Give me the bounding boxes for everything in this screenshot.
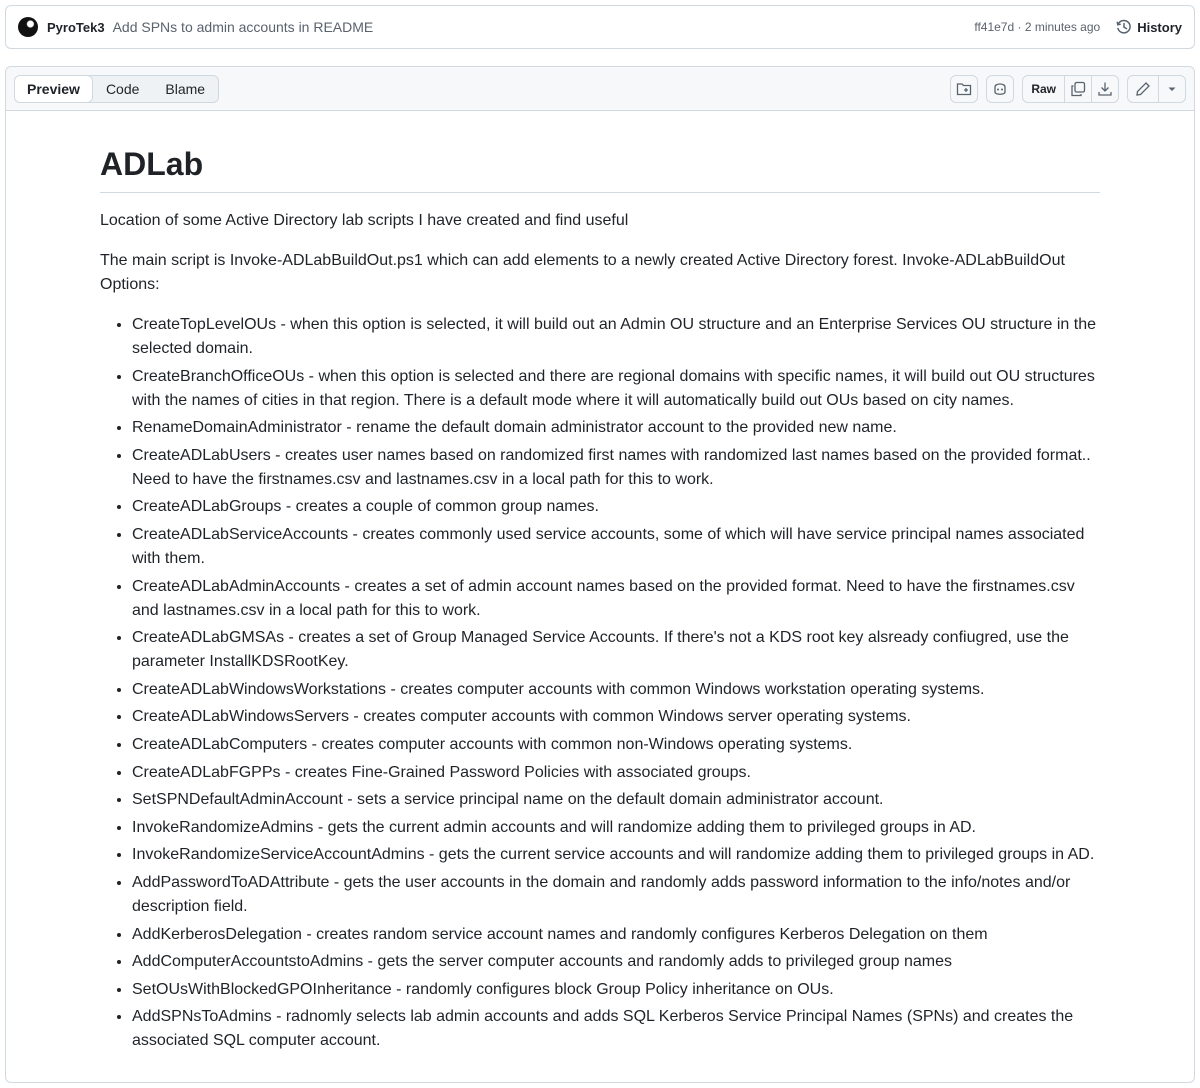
raw-button[interactable]: Raw bbox=[1031, 81, 1056, 96]
list-item: • CreateBranchOfficeOUs - when this option is selected and there are regional domains with specific names, it will build out OU structures with the names of cities in that region. There is a default mode where it will automatically build out OUs based on city names. bbox=[132, 365, 1100, 413]
list-item: • InvokeRandomizeServiceAccountAdmins - gets the current service accounts and will randomize adding them to privileged groups in AD. bbox=[132, 843, 1100, 867]
history-label: History bbox=[1137, 19, 1182, 35]
readme-body bbox=[6, 111, 1194, 1053]
latest-commit-bar bbox=[5, 5, 1195, 49]
edit-button[interactable] bbox=[1128, 76, 1158, 102]
tab-blame[interactable]: Blame bbox=[165, 80, 206, 97]
edit-group bbox=[1127, 75, 1186, 103]
commit-message-link[interactable]: Add SPNs to admin accounts in README bbox=[112, 19, 374, 35]
list-item: • CreateTopLevelOUs - when this option is selected, it will build out an Admin OU structure and an Enterprise Services OU structure in the selected domain. bbox=[132, 313, 1100, 361]
tab-preview[interactable]: Preview bbox=[14, 75, 93, 103]
list-item: • RenameDomainAdministrator - rename the default domain administrator account to the provided new name. bbox=[132, 416, 1100, 440]
list-item: • CreateADLabFGPPs - creates Fine-Grained Password Policies with associated groups. bbox=[132, 761, 1100, 785]
commit-meta bbox=[974, 19, 1182, 35]
list-item: • CreateADLabGroups - creates a couple of common group names. bbox=[132, 495, 1100, 519]
commit-author-link[interactable]: PyroTek3 bbox=[47, 19, 105, 35]
list-item: • CreateADLabGMSAs - creates a set of Group Managed Service Accounts. If there's not a KDS root key alsready confiugred, use the parameter InstallKDSRootKey. bbox=[132, 626, 1100, 674]
file-viewer bbox=[5, 66, 1195, 1083]
edit-dropdown-button[interactable] bbox=[1158, 76, 1185, 102]
file-header bbox=[6, 67, 1194, 111]
download-button[interactable] bbox=[1091, 76, 1118, 102]
list-item: • SetOUsWithBlockedGPOInheritance - randomly configures block Group Policy inheritance on OUs. bbox=[132, 978, 1100, 1002]
symbols-button[interactable] bbox=[950, 75, 978, 103]
tab-code[interactable]: Code bbox=[105, 80, 140, 97]
list-item: • InvokeRandomizeAdmins - gets the current admin accounts and will randomize adding them to privileged groups in AD. bbox=[132, 816, 1100, 840]
readme-main-script: The main script is Invoke-ADLabBuildOut.ps1 which can add elements to a newly created Active Directory forest. Invoke-ADLabBuildOut Options: bbox=[100, 252, 1065, 293]
view-mode-switch bbox=[14, 75, 219, 103]
author-avatar[interactable] bbox=[18, 17, 38, 37]
history-icon bbox=[1116, 19, 1132, 35]
list-item: • CreateADLabWindowsServers - creates computer accounts with common Windows server operating systems. bbox=[132, 705, 1100, 729]
options-list bbox=[100, 313, 1100, 1053]
copy-raw-button[interactable] bbox=[1064, 76, 1091, 102]
readme-title: ADLab bbox=[100, 111, 1100, 193]
list-item: • CreateADLabComputers - creates computer accounts with common non-Windows operating systems. bbox=[132, 733, 1100, 757]
list-item: • AddPasswordToADAttribute - gets the user accounts in the domain and randomly adds password information to the info/notes and/or description field. bbox=[132, 871, 1100, 919]
folder-symbols-icon bbox=[956, 81, 972, 97]
list-item: • CreateADLabServiceAccounts - creates commonly used service accounts, some of which will have service principal names associated with them. bbox=[132, 523, 1100, 571]
copy-icon bbox=[1070, 81, 1086, 97]
list-item: • AddComputerAccountstoAdmins - gets the server computer accounts and randomly adds to privileged group names bbox=[132, 950, 1100, 974]
list-item: • SetSPNDefaultAdminAccount - sets a service principal name on the default domain administrator account. bbox=[132, 788, 1100, 812]
copilot-button[interactable] bbox=[986, 75, 1014, 103]
copilot-icon bbox=[992, 81, 1008, 97]
pencil-icon bbox=[1135, 81, 1151, 97]
list-item: • AddSPNsToAdmins - radnomly selects lab admin accounts and adds SQL Kerberos Service Principal Names (SPNs) and creates the associated SQL computer account. bbox=[132, 1005, 1100, 1053]
readme-intro: Location of some Active Directory lab scripts I have created and find useful bbox=[100, 212, 629, 229]
list-item: • CreateADLabWindowsWorkstations - creates computer accounts with common Windows workstation operating systems. bbox=[132, 678, 1100, 702]
raw-copy-download-group bbox=[1022, 75, 1119, 103]
file-actions bbox=[950, 75, 1186, 103]
list-item: • AddKerberosDelegation - creates random service account names and randomly configures Kerberos Delegation on them bbox=[132, 923, 1100, 947]
commit-sha-time[interactable]: ff41e7d · 2 minutes ago bbox=[974, 20, 1101, 34]
list-item: • CreateADLabUsers - creates user names based on randomized first names with randomized last names based on the provided format.. Need to have the firstnames.csv and lastnames.csv in a local path for this to work. bbox=[132, 444, 1100, 492]
download-icon bbox=[1097, 81, 1113, 97]
list-item: • CreateADLabAdminAccounts - creates a set of admin account names based on the provided format. Need to have the firstnames.csv and lastnames.csv in a local path for this to work. bbox=[132, 575, 1100, 623]
triangle-down-icon bbox=[1164, 81, 1180, 97]
history-button[interactable] bbox=[1116, 19, 1182, 35]
